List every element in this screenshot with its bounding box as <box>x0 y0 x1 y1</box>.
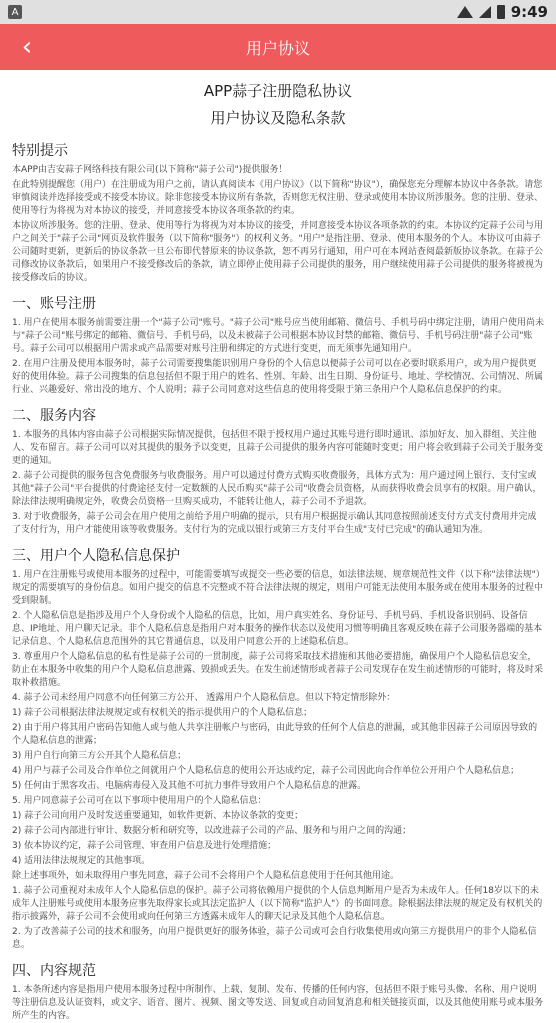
intro-paragraph: 本协议所涉服务。您的注册、登录、使用等行为将视为对本协议的接受，并同意接受本协议各项条款的约束。本协议约定蒜子公司与用户之间关于"蒜子公司"网页及软件服务（以下简称"服务"）的权利义务。"用户"是指注册、登录、使用本服务的个人。本协议可由蒜子公司随时更新，更新后的协议条款一旦公布即代替原来的协议条款，恕不再另行通知，用户可在本网站查阅最新版协议条款。在蒜子公司修改协议条款后，如果用户不接受修改后的条款，请立即停止使用蒜子公司提供的服务，用户继续使用蒜子公司提供的服务将被视为接受修改后的协议。 <box>12 221 544 283</box>
status-left <box>8 5 22 19</box>
signal-icon <box>479 6 491 18</box>
section-paragraph: 2) 蒜子公司内部进行审计、数据分析和研究等，以改进蒜子公司的产品、服务和与用户之间的沟通； <box>12 826 412 836</box>
page-title: 用户协议 <box>245 38 310 58</box>
battery-icon <box>497 5 505 19</box>
section-paragraph: 1. 本服务的具体内容由蒜子公司根据实际情况提供，包括但不限于授权用户通过其账号进行即时通讯、添加好友、加入群组、关注他人、发布留言。蒜子公司可以对其提供的服务予以变更，且蒜子公司提供的服务内容可能随时变更；用户将会收到蒜子公司关于服务变更的通知。 <box>12 430 544 466</box>
section-paragraph: 2. 在用户注册及使用本服务时，蒜子公司需要搜集能识别用户身份的个人信息以便蒜子公司可以在必要时联系用户，或为用户提供更好的使用体验。蒜子公司搜集的信息包括但不限于用户的姓名、性别、年龄、出生日期、身份证号、地址、学校情况、公司情况、所属行业、兴趣爱好、常出没的地方、个人说明；蒜子公司同意对这些信息的使用将受限于第三条用户个人隐私信息保护的约束。 <box>12 359 544 395</box>
intro-paragraph: 本APP由吉安蒜子网络科技有限公司(以下简称"蒜子公司")提供服务！ <box>12 165 288 175</box>
section-paragraph: 1) 蒜子公司向用户及时发送重要通知，如软件更新、本协议条款的变更； <box>12 811 304 821</box>
section-heading: 三、用户个人隐私信息保护 <box>12 548 180 564</box>
status-time: 9:49 <box>510 3 548 21</box>
chevron-left-icon: ‹ <box>21 32 33 62</box>
section-paragraph: 2. 个人隐私信息是指涉及用户个人身份或个人隐私的信息，比如，用户真实姓名、身份证号、手机号码、手机设备识别码、设备信息、IP地址、用户聊天记录。非个人隐私信息是指用户对本服务的操作状态以及使用习惯等明确且客观反映在蒜子公司服务器端的基本记录信息、个人隐私信息范围外的其它普通信息，以及用户同意公开的上述隐私信息。 <box>12 611 543 647</box>
section-paragraph: 1. 本条所述内容是指用户使用本服务过程中所制作、上载、复制、发布、传播的任何内容，包括但不限于账号头像、名称、用户说明等注册信息及认证资料，或文字、语音、图片、视频、图文等发送、回复或自动回复消息和相关链接页面，以及其他使用账号或本服务所产生的内容。 <box>12 985 544 1021</box>
section-paragraph: 1. 用户在使用本服务前需要注册一个"蒜子公司"账号。"蒜子公司"账号应当使用邮箱、微信号、手机号码中绑定注册，请用户使用尚未与"蒜子公司"账号绑定的邮箱、微信号、手机号码，以及未被蒜子公司根据本协议封禁的邮箱、微信号、手机号码注册"蒜子公司"账号。蒜子公司可以根据用户需求或产品需要对账号注册和绑定的方式进行变更，而无须事先通知用户。 <box>12 318 545 354</box>
agreement-sections <box>12 293 544 1023</box>
section-paragraph: 4) 用户与蒜子公司及合作单位之间就用户个人隐私信息的使用公开达成约定，蒜子公司因此向合作单位公开用户个人隐私信息； <box>12 766 520 776</box>
section-paragraph: 2) 由于用户将其用户密码告知他人或与他人共享注册帐户与密码，由此导致的任何个人信息的泄漏，或其他非因蒜子公司原因导致的个人隐私信息的泄露； <box>12 723 538 746</box>
status-right <box>457 3 548 21</box>
intro-paragraphs <box>12 164 544 285</box>
intro-heading: 特别提示 <box>12 143 68 159</box>
document-title: APP蒜子注册隐私协议 <box>203 82 353 100</box>
section-paragraph: 3) 依本协议约定，蒜子公司管理、审查用户信息及进行处理措施； <box>12 841 277 851</box>
section-heading: 四、内容规范 <box>12 963 96 979</box>
status-bar <box>0 0 556 24</box>
section-paragraph: 4. 蒜子公司未经用户同意不向任何第三方公开、 透露用户个人隐私信息。但以下特定情形除外： <box>12 693 396 703</box>
section-paragraph: 3) 用户自行向第三方公开其个人隐私信息； <box>12 751 187 761</box>
section-paragraph: 2. 为了改善蒜子公司的技术和服务，向用户提供更好的服务体验，蒜子公司或可会自行收集使用或向第三方提供用户的非个人隐私信息。 <box>12 927 537 950</box>
section-paragraph: 1. 用户在注册账号或使用本服务的过程中，可能需要填写或提交一些必要的信息，如法律法规、规章规范性文件（以下称"法律法规"）规定的需要填写的身份信息。如用户提交的信息不完整或不符合法律法规的规定，则用户可能无法使用本服务或在使用本服务的过程中受到限制。 <box>12 570 544 606</box>
app-bar <box>0 24 556 70</box>
intro-paragraph: 在此特别提醒您（用户）在注册成为用户之前，请认真阅读本《用户协议》（以下简称"协议"），确保您充分理解本协议中各条款。请您审慎阅读并选择接受或不接受本协议。除非您接受本协议所有条款，否则您无权注册、登录或使用本协议所涉服务。您的注册、登录、使用等行为将视为对本协议的接受，并同意接受本协议各项条款的约束。 <box>12 180 544 216</box>
document-subtitle: 用户协议及隐私条款 <box>210 109 346 127</box>
section-paragraph: 1. 蒜子公司重视对未成年人个人隐私信息的保护。蒜子公司将依赖用户提供的个人信息判断用户是否为未成年人。任何18岁以下的未成年人注册账号或使用本服务应事先取得家长或其法定监护人（以下简称"监护人"）的书面同意。除根据法律法规的规定及有权机关的指示披露外，蒜子公司不会使用或向任何第三方透露未成年人的聊天记录及其他个人隐私信息。 <box>12 886 543 922</box>
wifi-icon <box>457 6 473 18</box>
section-paragraph: 3. 对于收费服务，蒜子公司会在用户使用之前给予用户明确的提示，只有用户根据提示确认其同意按照前述支付方式支付费用并完成了支付行为，用户才能使用该等收费服务。支付行为的完成以银行或第三方支付平台生成"支付已完成"的确认通知为准。 <box>12 512 537 535</box>
section-paragraph: 除上述事项外，如未取得用户事先同意，蒜子公司不会将用户个人隐私信息使用于任何其他用途。 <box>12 871 400 881</box>
agreement-content[interactable] <box>0 70 556 1021</box>
section-paragraph: 5. 用户同意蒜子公司可在以下事项中使用用户的个人隐私信息： <box>12 796 267 806</box>
section-paragraph: 5) 任何由于黑客攻击、电脑病毒侵入及其他不可抗力事件导致用户个人隐私信息的泄露。 <box>12 781 367 791</box>
section-heading: 一、账号注册 <box>12 296 96 312</box>
section-paragraph: 4) 适用法律法规规定的其他事项。 <box>12 856 151 866</box>
back-button[interactable] <box>12 32 42 62</box>
section-paragraph: 1) 蒜子公司根据法律法规规定或有权机关的指示提供用户的个人隐私信息； <box>12 708 313 718</box>
notification-badge: A <box>8 5 22 19</box>
section-paragraph: 2. 蒜子公司提供的服务包含免费服务与收费服务。用户可以通过付费方式购买收费服务，具体方式为：用户通过网上银行、支付宝或其他"蒜子公司"平台提供的付费途径支付一定数额的人民币购买"蒜子公司"收费会员资格，从而获得收费会员享有的权限。用户确认，除法律法规明确规定外，收费会员资格一旦购买成功，不能转让他人，蒜子公司不予退款。 <box>12 471 542 507</box>
section-heading: 二、服务内容 <box>12 408 96 424</box>
section-paragraph: 3. 尊重用户个人隐私信息的私有性是蒜子公司的一贯制度，蒜子公司将采取技术措施和其他必要措施，确保用户个人隐私信息安全，防止在本服务中收集的用户个人隐私信息泄露、毁损或丢失。在发生前述情形或者蒜子公司发现存在发生前述情形的可能时，将及时采取补救措施。 <box>12 652 544 688</box>
